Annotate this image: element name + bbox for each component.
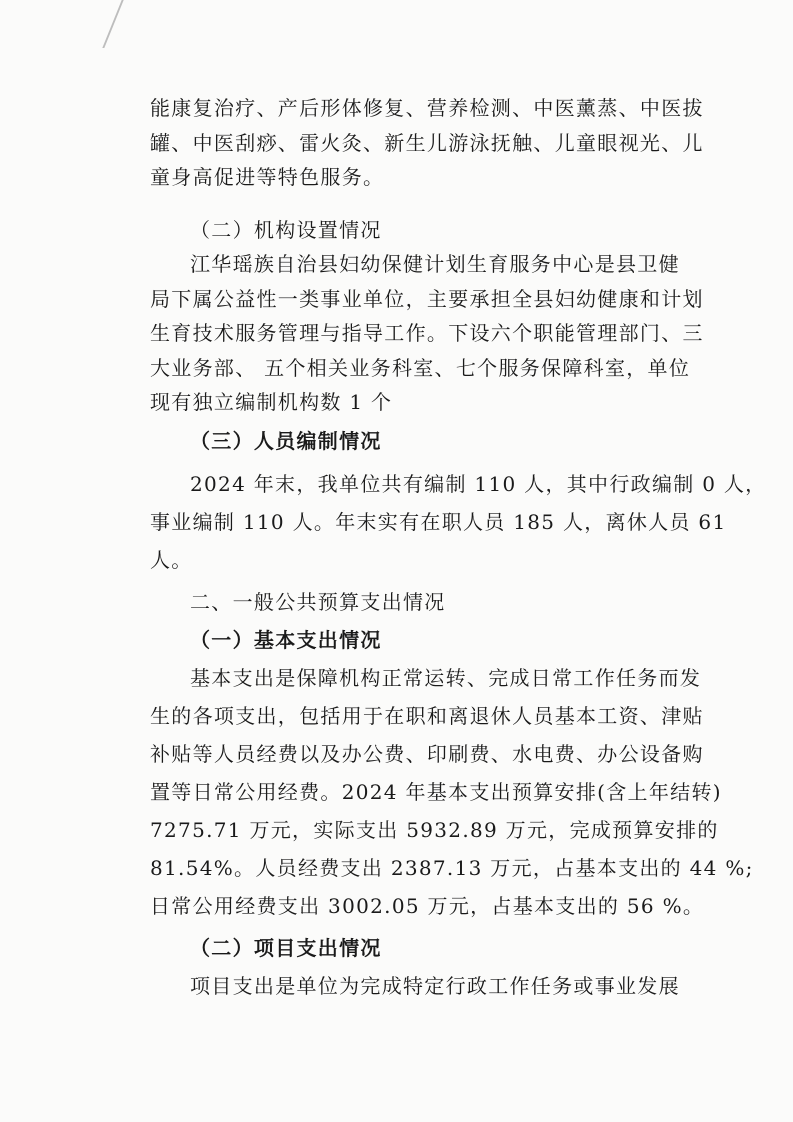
paragraph-line: 项目支出是单位为完成特定行政工作任务或事业发展: [190, 974, 680, 998]
paragraph-line: 事业编制 110 人。年末实有在职人员 185 人，离休人员 61: [150, 510, 727, 534]
paragraph-line: 大业务部、 五个相关业务科室、七个服务保障科室，单位: [150, 356, 691, 380]
paragraph-line: 江华瑶族自治县妇幼保健计划生育服务中心是县卫健: [190, 252, 680, 276]
paragraph-line: 罐、中医刮痧、雷火灸、新生儿游泳抚触、儿童眼视光、儿: [150, 131, 704, 155]
section-heading: （二）项目支出情况: [190, 936, 382, 960]
paragraph-line: 基本支出是保障机构正常运转、完成日常工作任务而发: [190, 666, 702, 690]
paragraph-line: 81.54%。人员经费支出 2387.13 万元，占基本支出的 44 %;: [150, 856, 754, 880]
paragraph-line: 补贴等人员经费以及办公费、印刷费、水电费、办公设备购: [150, 742, 704, 766]
paragraph-line: 生育技术服务管理与指导工作。下设六个职能管理部门、三: [150, 321, 704, 345]
paragraph-line: 童身高促进等特色服务。: [150, 165, 385, 189]
section-heading: （一）基本支出情况: [190, 628, 382, 652]
paragraph-line: 2024 年末，我单位共有编制 110 人，其中行政编制 0 人，: [190, 472, 767, 496]
paragraph-line: 日常公用经费支出 3002.05 万元，占基本支出的 56 %。: [150, 894, 705, 918]
section-heading: （二）机构设置情况: [190, 218, 382, 242]
paragraph-line: 局下属公益性一类事业单位，主要承担全县妇幼健康和计划: [150, 287, 704, 311]
paragraph-line: 7275.71 万元，实际支出 5932.89 万元，完成预算安排的: [150, 818, 719, 842]
paragraph-line: 生的各项支出，包括用于在职和离退休人员基本工资、津贴: [150, 704, 704, 728]
page-corner-mark: [102, 0, 153, 48]
paragraph-line: 现有独立编制机构数 1 个: [150, 390, 393, 414]
paragraph-line: 人。: [150, 548, 193, 572]
paragraph-line: 置等日常公用经费。2024 年基本支出预算安排(含上年结转): [150, 780, 722, 804]
chapter-heading: 二、一般公共预算支出情况: [190, 590, 446, 614]
section-heading: （三）人员编制情况: [190, 429, 382, 453]
paragraph-line: 能康复治疗、产后形体修复、营养检测、中医薰蒸、中医拔: [150, 96, 704, 120]
